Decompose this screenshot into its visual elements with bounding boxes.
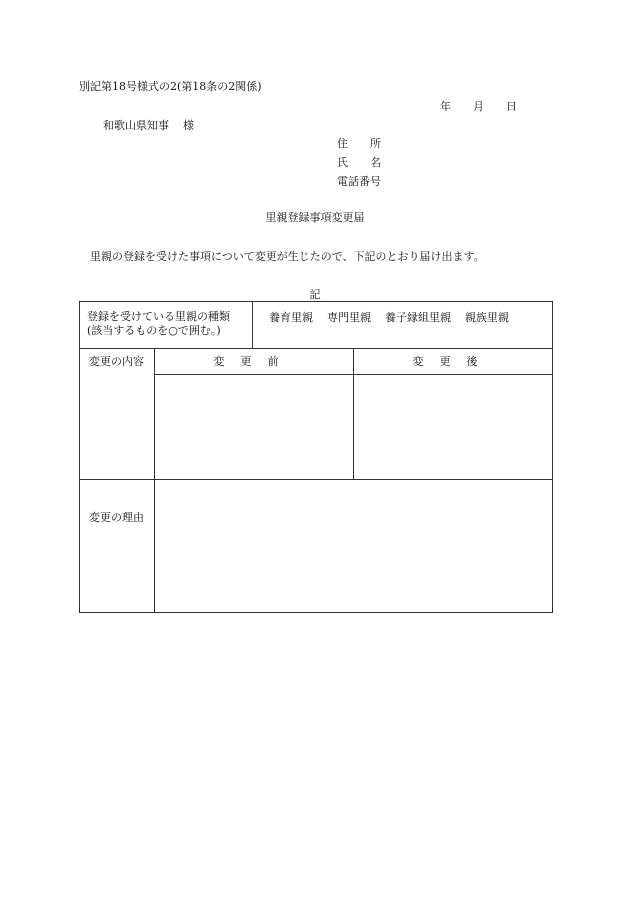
- addressee: [103, 119, 194, 133]
- foster-type-option[interactable]: 親族里親: [465, 311, 509, 324]
- form-identifier: 別記第18号様式の2(第18条の2関係): [79, 80, 262, 93]
- date-year-label: 年: [440, 100, 451, 113]
- foster-type-options: [253, 302, 553, 349]
- change-form-table: [79, 301, 553, 613]
- date-line: [440, 100, 517, 114]
- foster-type-option[interactable]: 専門里親: [327, 311, 371, 324]
- addressee-name: 和歌山県知事: [103, 119, 169, 132]
- type-row: [80, 302, 553, 349]
- before-change-header: 変更前: [155, 349, 354, 375]
- applicant-phone-label: 電話番号: [337, 175, 381, 188]
- date-month-label: 月: [473, 100, 484, 113]
- addressee-honorific: 様: [183, 119, 194, 132]
- applicant-name-label: 氏名: [337, 156, 403, 169]
- change-reason-field[interactable]: [155, 480, 553, 613]
- foster-type-label: 登録を受けている里親の種類: [87, 310, 230, 323]
- date-day-label: 日: [506, 100, 517, 113]
- applicant-address-label: 住所: [337, 137, 403, 150]
- reason-row: [80, 480, 553, 613]
- header-row: [80, 349, 553, 375]
- change-content-label: 変更の内容: [80, 349, 155, 480]
- declaration-text: 里親の登録を受けた事項について変更が生じたので、下記のとおり届け出ます。: [90, 250, 485, 263]
- foster-type-option[interactable]: 養育里親: [269, 311, 313, 324]
- foster-type-label-cell: [80, 302, 253, 349]
- before-change-field[interactable]: [155, 375, 354, 480]
- change-reason-label: 変更の理由: [80, 480, 155, 613]
- after-change-header: 変更後: [354, 349, 553, 375]
- ki-heading: 記: [309, 288, 321, 301]
- document-title: 里親登録事項変更届: [265, 211, 365, 224]
- foster-type-instruction: (該当するものを○で囲む。): [87, 324, 221, 337]
- foster-type-option[interactable]: 養子縁組里親: [385, 311, 451, 324]
- after-change-field[interactable]: [354, 375, 553, 480]
